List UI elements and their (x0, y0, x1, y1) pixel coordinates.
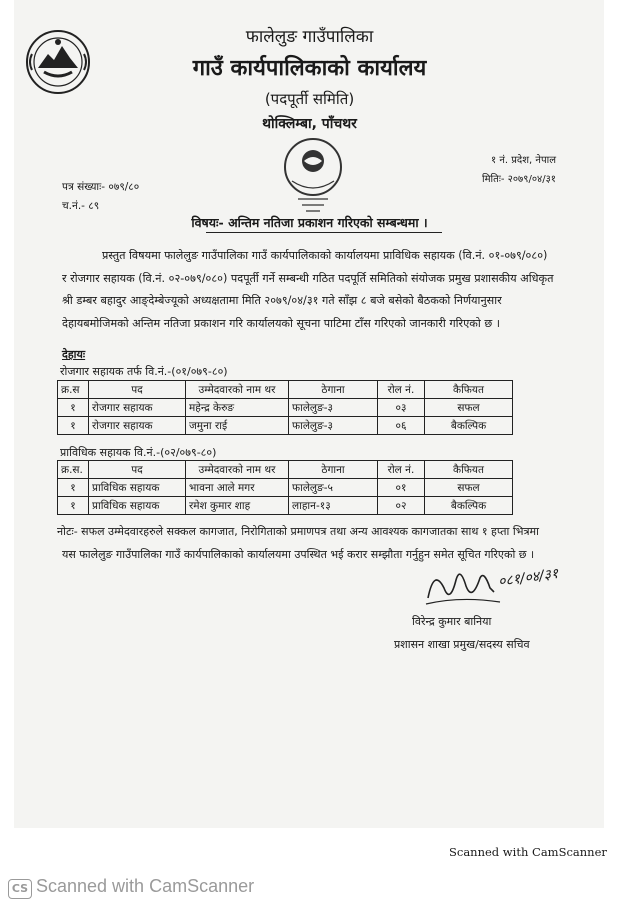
cell: रमेश कुमार शाह (186, 497, 289, 515)
cell: बैकल्पिक (425, 497, 513, 515)
body-line: श्री डम्बर बहादुर आङ्देम्बेज्यूको अध्यक्षतामा मिति २०७९/०४/३१ गते साँझ ८ बजे बसेको बैठकको निर्णयानुसार (62, 294, 502, 307)
body-line: र रोजगार सहायक (वि.नं. ०२-०७९/०८०) पदपूर्ती गर्ने सम्बन्धी गठित पदपूर्ति समितिको संयोजक प्रमुख प्रशासकीय अधिकृत (62, 271, 554, 285)
camscanner-watermark: Scanned with CamScanner (36, 876, 255, 896)
cell: १ (58, 497, 89, 515)
cell: ०२ (378, 497, 425, 515)
official-seal-stamp (268, 135, 358, 217)
office-address: थोक्लिम्बा, पाँचथर (262, 116, 357, 132)
municipality-name: फालेलुङ गाउँपालिका (245, 27, 374, 47)
table-row (58, 399, 513, 417)
header-cell: उम्मेदवारको नाम थर (186, 461, 289, 479)
camscanner-logo-icon: CS (8, 879, 32, 899)
signatory-name: विरेन्द्र कुमार बानिया (412, 615, 492, 628)
cell: १ (58, 417, 89, 435)
header-cell: कैफियत (425, 461, 513, 479)
cell: सफल (425, 399, 513, 417)
table-header-row (58, 381, 513, 399)
body-paragraph (62, 245, 560, 335)
table-caption-prabidhik: प्राविधिक सहायक वि.नं.-(०२/०७९-८०) (60, 446, 217, 459)
cell: रोजगार सहायक (89, 417, 186, 435)
table-row (58, 479, 513, 497)
table-row (58, 497, 513, 515)
cell: सफल (425, 479, 513, 497)
cell: फालेलुङ-५ (289, 479, 378, 497)
table-caption-rojgar: रोजगार सहायक तर्फ वि.नं.-(०१/०७९-८०) (60, 365, 228, 378)
province-label: १ नं. प्रदेश, नेपाल (490, 155, 556, 166)
note-line: यस फालेलुङ गाउँपालिका गाउँ कार्यपालिकाको कार्यालयमा उपस्थित भई करार सम्झौता गर्नुहुन समेत सूचित गरिएको छ । (62, 548, 535, 561)
cell: प्राविधिक सहायक (89, 479, 186, 497)
header-cell: क्र.स. (58, 461, 89, 479)
header-cell: उम्मेदवारको नाम थर (186, 381, 289, 399)
camscanner-caption: Scanned with CamScanner (449, 845, 607, 859)
dehaya-label: देहायः (62, 348, 86, 361)
office-name: गाउँ कार्यपालिकाको कार्यालय (192, 56, 427, 81)
body-line: देहायबमोजिमको अन्तिम नतिजा प्रकाशन गरि कार्यालयको सूचना पाटिमा टाँस गरिएको जानकारी गरिएको छ । (62, 316, 500, 330)
cell: १ (58, 399, 89, 417)
cell: ०६ (378, 417, 425, 435)
dispatch-number: च.नं.- ८९ (62, 200, 100, 212)
table-header-row (58, 461, 513, 479)
results-table-rojgar (57, 380, 513, 435)
cell: फालेलुङ-३ (289, 417, 378, 435)
cell: ०१ (378, 479, 425, 497)
cell: ०३ (378, 399, 425, 417)
letter-number: पत्र संख्याः- ०७९/८० (62, 181, 140, 193)
header-cell: पद (89, 381, 186, 399)
cell: लाहान-१३ (289, 497, 378, 515)
cell: जमुना राई (186, 417, 289, 435)
cell: प्राविधिक सहायक (89, 497, 186, 515)
date-label: मितिः- २०७९/०४/३१ (481, 174, 556, 185)
header-cell: ठेगाना (289, 381, 378, 399)
cell: महेन्द्र केरुङ (186, 399, 289, 417)
header-cell: रोल नं. (378, 381, 425, 399)
signatory-title: प्रशासन शाखा प्रमुख/सदस्य सचिव (394, 638, 530, 651)
cell: भावना आले मगर (186, 479, 289, 497)
note-line: नोटः- सफल उम्मेदवारहरुले सक्कल कागजात, निरोगिताको प्रमाणपत्र तथा अन्य आवश्यक कागजातका साथ १ हप्ता भित्रमा (57, 525, 539, 538)
table-row (58, 417, 513, 435)
cell: बैकल्पिक (425, 417, 513, 435)
cell: १ (58, 479, 89, 497)
header-cell: कैफियत (425, 381, 513, 399)
handwritten-date: ०८१/०४/३१ (497, 565, 560, 591)
header-cell: पद (89, 461, 186, 479)
body-line: प्रस्तुत विषयमा फालेलुङ गाउँपालिका गाउँ कार्यपालिकाको कार्यालयमा प्राविधिक सहायक (वि.नं. ०१-०७९/०८०) (102, 249, 548, 262)
committee-name: (पदपूर्ती समिति) (264, 90, 355, 108)
header-cell: ठेगाना (289, 461, 378, 479)
cell: फालेलुङ-३ (289, 399, 378, 417)
subject-line: विषयः- अन्तिम नतिजा प्रकाशन गरिएको सम्बन्धमा । (191, 215, 428, 230)
header-cell: रोल नं. (378, 461, 425, 479)
results-table-prabidhik (57, 460, 513, 515)
cell: रोजगार सहायक (89, 399, 186, 417)
subject-underline (206, 232, 442, 233)
header-cell: क्र.स (58, 381, 89, 399)
